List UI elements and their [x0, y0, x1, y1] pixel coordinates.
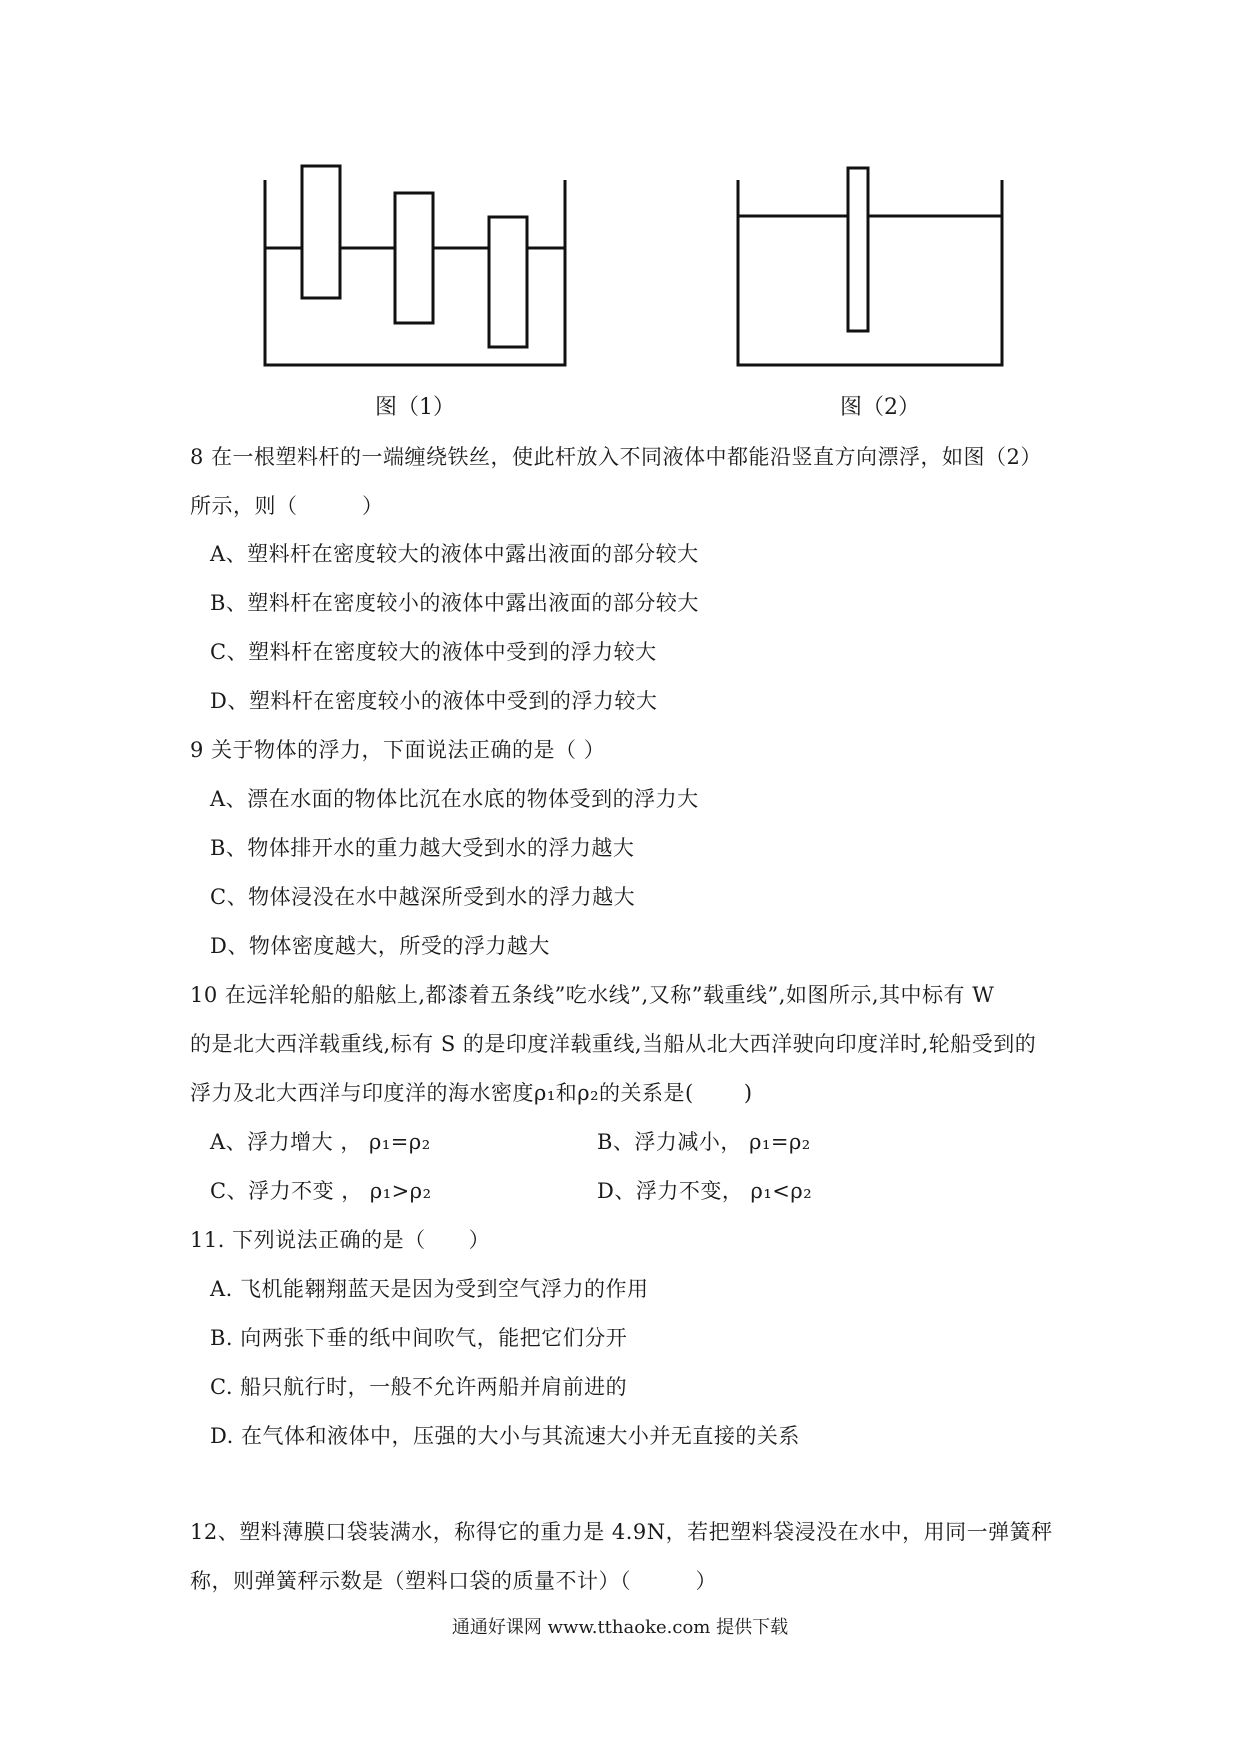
q10-option-d: D、浮力不变， ρ₁<ρ₂ [597, 1179, 813, 1203]
page-footer: 通通好课网 www.tthaoke.com 提供下载 [451, 1617, 789, 1638]
q8-stem-line-2: 所示，则（ ） [190, 494, 384, 518]
figure-2-caption: 图（2） [840, 395, 920, 420]
q8-option-d: D、塑料杆在密度较小的液体中受到的浮力较大 [210, 689, 658, 713]
q9-option-c: C、物体浸没在水中越深所受到水的浮力越大 [210, 885, 636, 909]
q11-stem: 11. 下列说法正确的是（ ） [190, 1228, 491, 1252]
q9-option-a: A、漂在水面的物体比沉在水底的物体受到的浮力大 [210, 787, 699, 811]
q9-stem: 9 关于物体的浮力，下面说法正确的是（ ） [190, 738, 606, 762]
q8-stem-line-1: 8 在一根塑料杆的一端缠绕铁丝，使此杆放入不同液体中都能沿竖直方向漂浮，如图（2） [190, 445, 1042, 469]
q11-option-c: C. 船只航行时，一般不允许两船并肩前进的 [210, 1375, 628, 1399]
plastic-rod [848, 168, 868, 331]
q12-stem-line-1: 12、塑料薄膜口袋装满水，称得它的重力是 4.9N，若把塑料袋浸没在水中，用同一弹簧秤 [190, 1520, 1053, 1544]
q11-option-d: D. 在气体和液体中，压强的大小与其流速大小并无直接的关系 [210, 1424, 800, 1448]
q10-stem-line-1: 10 在远洋轮船的船舷上,都漆着五条线”吃水线”,又称”载重线”,如图所示,其中标有 W [190, 983, 995, 1007]
q9-option-d: D、物体密度越大，所受的浮力越大 [210, 934, 550, 958]
q9-option-b: B、物体排开水的重力越大受到水的浮力越大 [210, 836, 635, 860]
q8-option-c: C、塑料杆在密度较大的液体中受到的浮力较大 [210, 640, 657, 664]
q8-option-b: B、塑料杆在密度较小的液体中露出液面的部分较大 [210, 591, 699, 615]
rod-middle [395, 193, 433, 323]
q10-option-c: C、浮力不变 ， ρ₁>ρ₂ [210, 1179, 432, 1203]
q11-option-b: B. 向两张下垂的纸中间吹气，能把它们分开 [210, 1326, 628, 1350]
figure-1-diagram [255, 160, 575, 370]
beaker-2-outline [738, 180, 1002, 365]
q10-option-b: B、浮力减小， ρ₁=ρ₂ [597, 1130, 811, 1154]
figure-1-caption: 图（1） [375, 395, 455, 420]
q10-stem-line-2: 的是北大西洋载重线,标有 S 的是印度洋载重线,当船从北大西洋驶向印度洋时,轮船受到的 [190, 1032, 1037, 1056]
q12-stem-line-2: 称，则弹簧秤示数是（塑料口袋的质量不计）（ ） [190, 1569, 717, 1593]
q8-option-a: A、塑料杆在密度较大的液体中露出液面的部分较大 [210, 542, 699, 566]
q10-stem-line-3: 浮力及北大西洋与印度洋的海水密度ρ₁和ρ₂的关系是( ) [190, 1081, 753, 1105]
rod-left [302, 166, 340, 298]
rod-right [489, 217, 527, 347]
q11-option-a: A. 飞机能翱翔蓝天是因为受到空气浮力的作用 [210, 1277, 649, 1301]
figure-2-diagram [730, 160, 1010, 370]
q10-option-a: A、浮力增大 ， ρ₁=ρ₂ [210, 1130, 431, 1154]
